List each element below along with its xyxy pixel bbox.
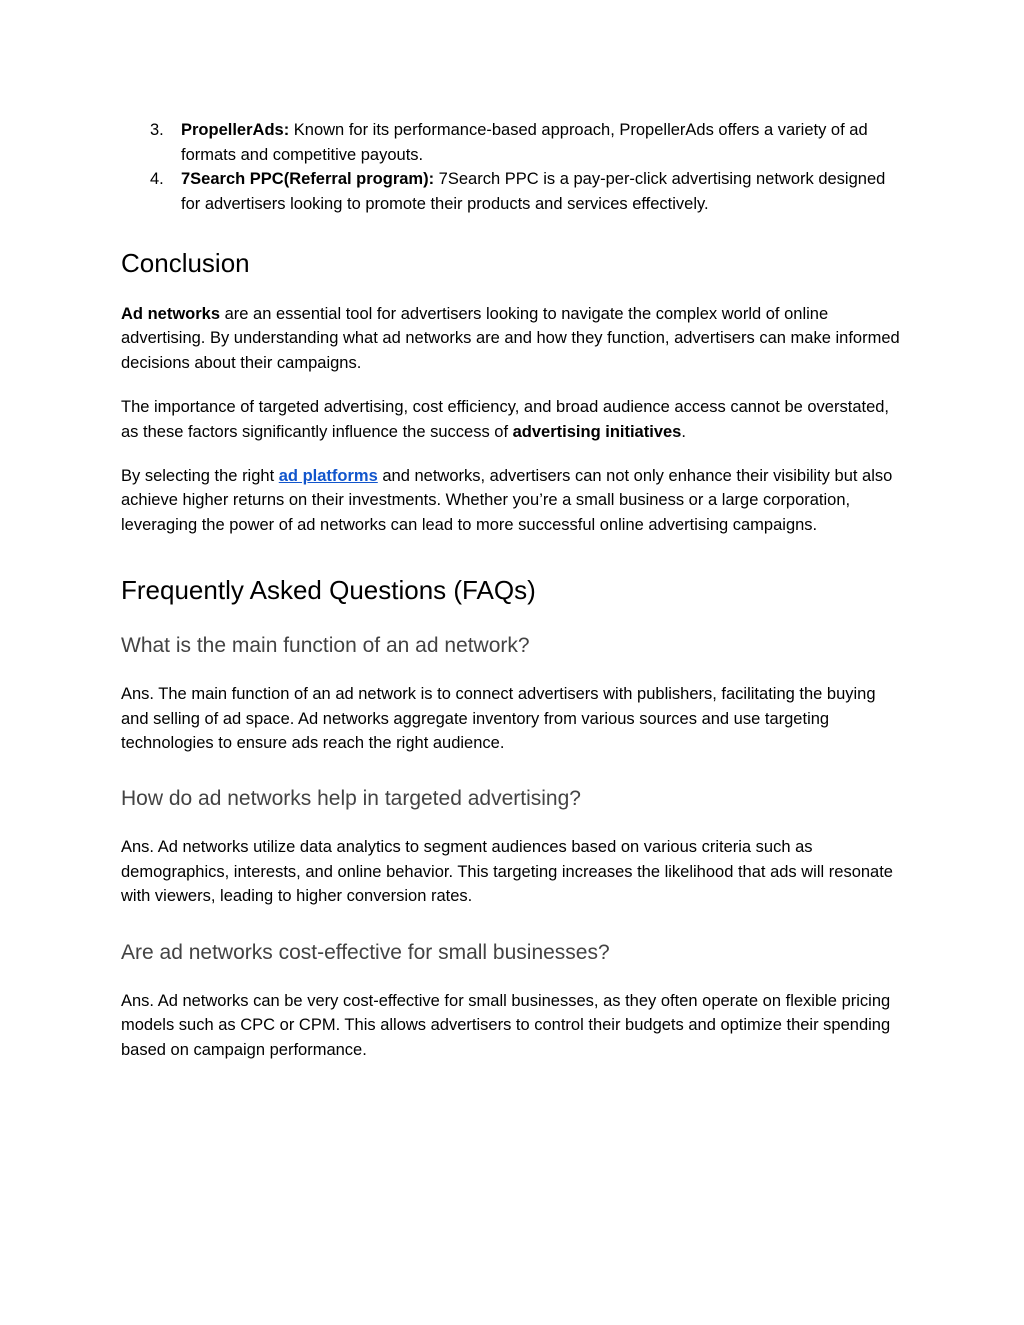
faq-answer: Ans. Ad networks utilize data analytics to segment audiences based on various criteria such as demographics, interests, and online behavior. This targeting increases the likelihood that ads will resonate with viewers, leading to higher conversion rates. [121, 838, 893, 906]
conclusion-paragraph-3 [121, 464, 907, 537]
list-number: 4. [150, 170, 164, 188]
faq-question: What is the main function of an ad network? [121, 634, 530, 658]
paragraph-text: . [681, 422, 686, 441]
list-item-term: PropellerAds: [181, 121, 290, 139]
list-item-desc: 7Search PPC is a pay-per-click advertising network designed for advertisers looking to promote their products and services effectively. [181, 170, 886, 213]
network-list [121, 118, 907, 216]
list-item [121, 167, 907, 216]
conclusion-paragraph-2 [121, 395, 907, 444]
bold-text: Ad networks [121, 305, 221, 323]
paragraph-text: are an essential tool for advertisers looking to navigate the complex world of online advertising. By understanding what ad networks are and how they function, advertisers can make informed decisions about their campaigns. [121, 305, 900, 372]
faq-heading: Frequently Asked Questions (FAQs) [121, 575, 536, 606]
faq-answer: Ans. Ad networks can be very cost-effective for small businesses, as they often operate on flexible pricing models such as CPC or CPM. This allows advertisers to control their budgets and optimize their spending based on campaign performance. [121, 991, 891, 1059]
conclusion-paragraph-1 [121, 302, 907, 375]
bold-text: advertising initiatives [512, 422, 682, 441]
list-item [121, 118, 907, 167]
faq-answer: Ans. The main function of an ad network is to connect advertisers with publishers, facilitating the buying and selling of ad space. Ad networks aggregate inventory from various sources and use targeting technologies to ensure ads reach the right audience. [121, 685, 876, 753]
paragraph-text: and networks, advertisers can not only enhance their visibility but also achieve higher returns on their investments. Whether you’re a small business or a large corporation, leveraging the power of ad networks can lead to more successful online advertising campaigns. [121, 467, 893, 534]
faq-question: How do ad networks help in targeted advertising? [121, 787, 581, 811]
conclusion-heading: Conclusion [121, 248, 250, 278]
ad-platforms-link[interactable]: ad platforms [278, 467, 378, 486]
list-item-desc: Known for its performance-based approach, PropellerAds offers a variety of ad formats and competitive payouts. [181, 121, 868, 164]
document-page [121, 118, 907, 1062]
paragraph-text: The importance of targeted advertising, cost efficiency, and broad audience access cannot be overstated, as these factors significantly influence the success of [121, 398, 890, 441]
list-number: 3. [150, 121, 164, 139]
paragraph-text: By selecting the right [121, 467, 279, 486]
faq-question: Are ad networks cost-effective for small businesses? [121, 940, 610, 964]
list-item-term: 7Search PPC(Referral program): [181, 170, 435, 188]
